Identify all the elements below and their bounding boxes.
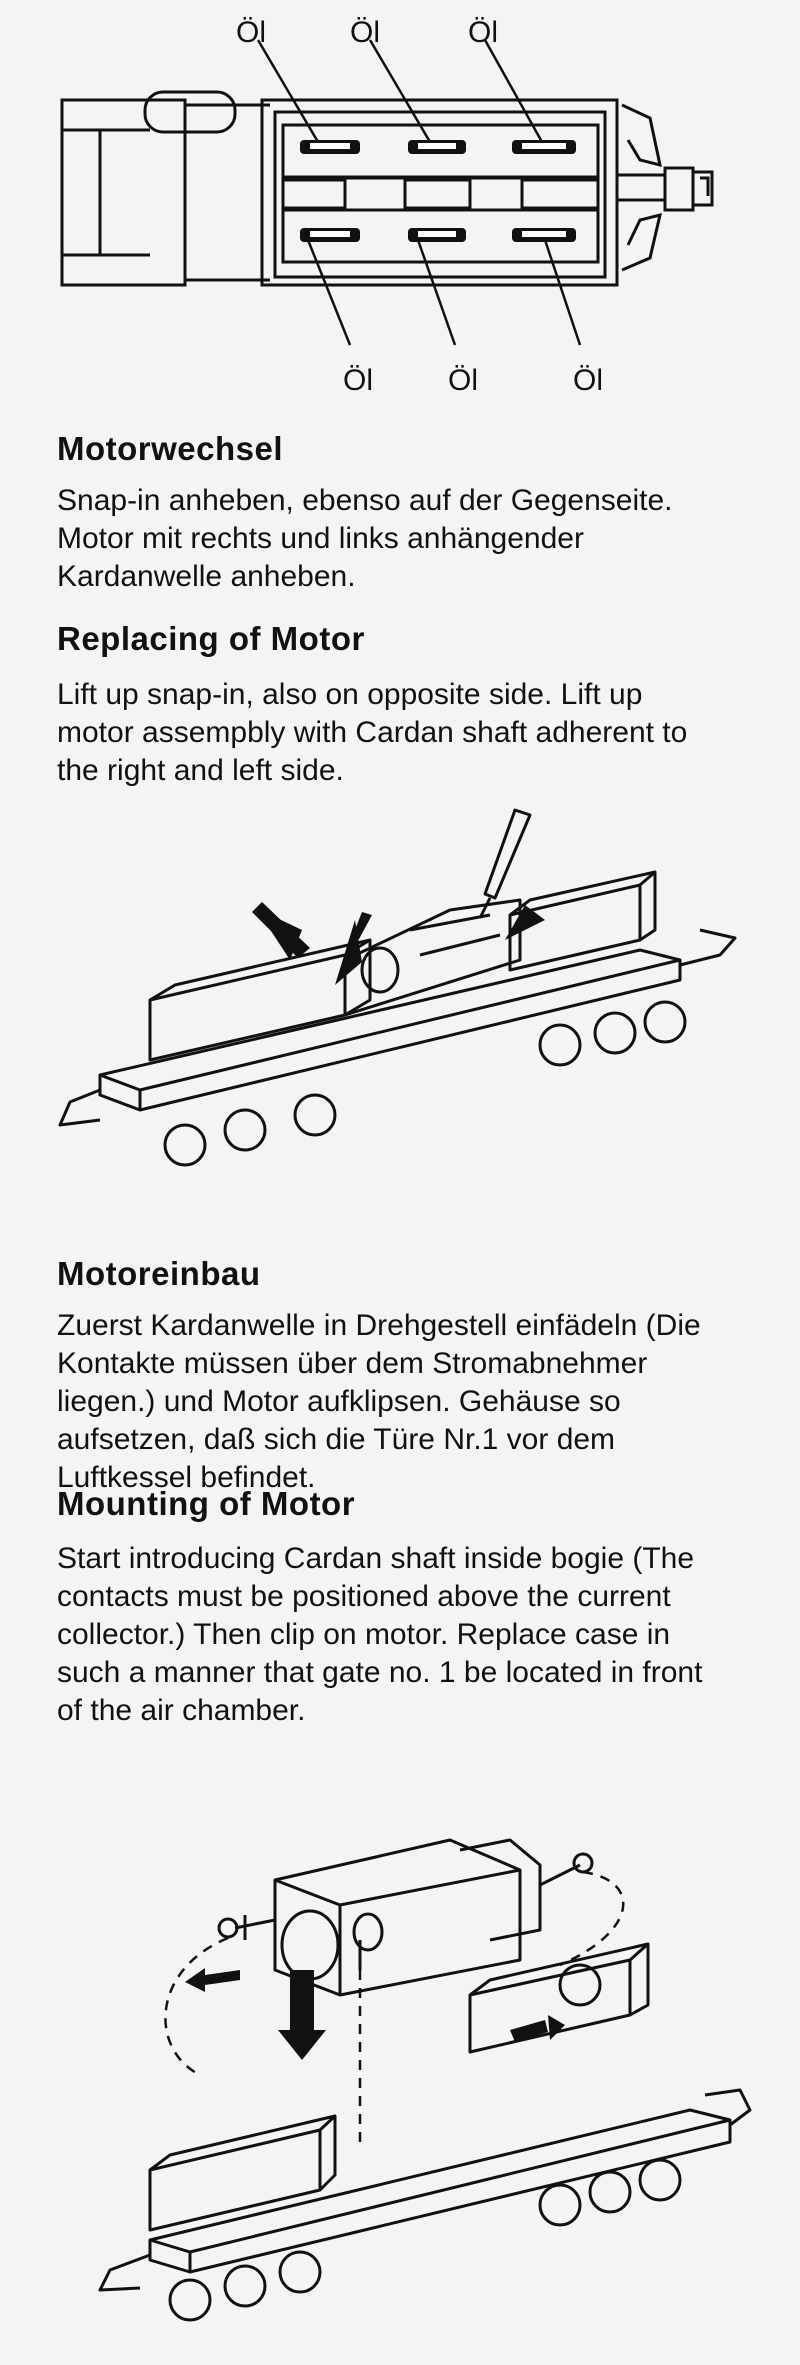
text-motorwechsel: Snap-in anheben, ebenso auf der Gegenseite. Motor mit rechts und links anhängender Kardanwelle anheben. bbox=[57, 484, 673, 593]
heading-motoreinbau: Motoreinbau bbox=[57, 1255, 261, 1292]
chassis-top-view-diagram bbox=[0, 0, 800, 420]
oil-label-top-2: Öl bbox=[350, 16, 380, 49]
text-motoreinbau: Zuerst Kardanwelle in Drehgestell einfädeln (Die Kontakte müssen über dem Stromabnehmer liegen.) und Motor aufklipsen. Gehäuse so aufsetzen, daß sich die Türe Nr.1 vor dem Luftkessel befindet. bbox=[57, 1309, 701, 1494]
oil-label-bottom-3: Öl bbox=[573, 364, 603, 397]
heading-mounting-of-motor: Mounting of Motor bbox=[57, 1485, 356, 1522]
text-mounting-of-motor: Start introducing Cardan shaft inside bogie (The contacts must be positioned above the current collector.) Then clip on motor. Replace case in such a manner that gate no. 1 be located in front of the air chamber. bbox=[57, 1542, 703, 1727]
heading-motorwechsel: Motorwechsel bbox=[57, 430, 284, 467]
heading-replacing-of-motor: Replacing of Motor bbox=[57, 620, 365, 657]
oil-label-top-3: Öl bbox=[468, 16, 498, 49]
oil-label-top-1: Öl bbox=[236, 16, 266, 49]
text-replacing-of-motor: Lift up snap-in, also on opposite side. Lift up motor assempbly with Cardan shaft adherent to the right and left side. bbox=[57, 678, 688, 787]
oil-label-bottom-1: Öl bbox=[343, 364, 373, 397]
motor-removal-diagram bbox=[0, 790, 800, 1190]
oil-label-bottom-2: Öl bbox=[448, 364, 478, 397]
motor-mounting-diagram bbox=[0, 1820, 800, 2365]
